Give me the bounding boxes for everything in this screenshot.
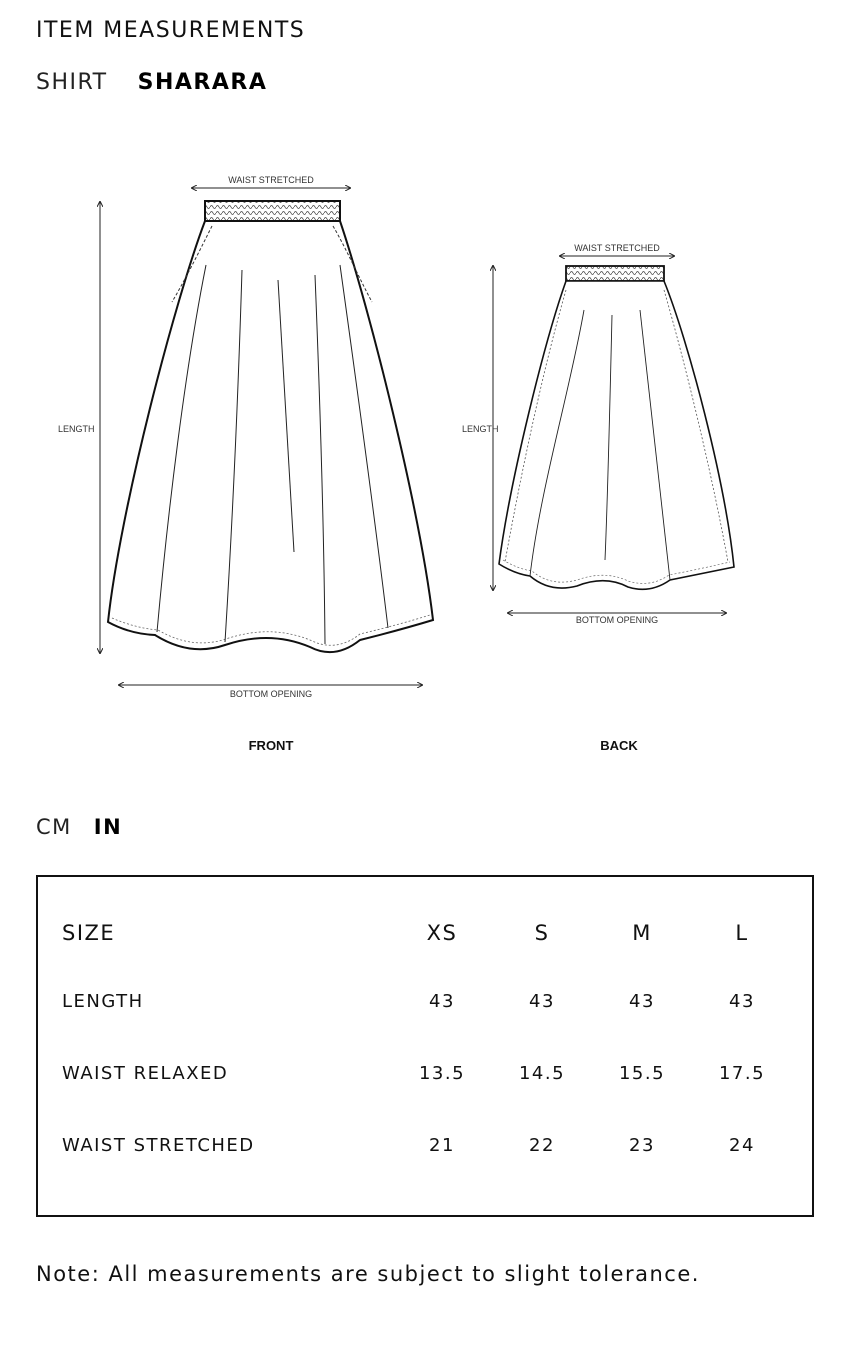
row-label-waist-relaxed: WAIST RELAXED (62, 1062, 229, 1084)
header-l: L (735, 921, 749, 945)
front-waist-stretched-label: WAIST STRETCHED (228, 175, 314, 185)
front-bottom-opening-label: BOTTOM OPENING (229, 689, 313, 699)
table-cell: 15.5 (618, 1062, 666, 1084)
header-size: SIZE (62, 921, 116, 945)
measurement-diagram (0, 150, 854, 770)
row-label-length: LENGTH (62, 990, 144, 1012)
header-m: M (632, 921, 652, 945)
front-length-label: LENGTH (58, 424, 95, 434)
unit-cm-button[interactable]: CM (36, 815, 72, 839)
table-cell: 13.5 (418, 1062, 466, 1084)
table-cell: 43 (629, 990, 655, 1012)
table-cell: 21 (429, 1134, 455, 1156)
header-xs: XS (426, 921, 458, 945)
tab-sharara[interactable]: SHARARA (137, 70, 268, 95)
table-cell: 43 (429, 990, 455, 1012)
page-title: ITEM MEASUREMENTS (36, 18, 306, 43)
table-cell: 14.5 (518, 1062, 566, 1084)
table-cell: 24 (729, 1134, 755, 1156)
header-s: S (534, 921, 550, 945)
table-cell: 43 (729, 990, 755, 1012)
table-cell: 43 (529, 990, 555, 1012)
tab-shirt[interactable]: SHIRT (36, 70, 108, 95)
table-row (62, 965, 792, 1037)
unit-in-button[interactable]: IN (93, 815, 123, 839)
unit-toggle (36, 815, 122, 839)
front-skirt-drawing (58, 175, 433, 753)
size-chart (36, 875, 814, 1217)
back-caption: BACK (600, 738, 638, 753)
table-cell: 17.5 (718, 1062, 766, 1084)
row-label-waist-stretched: WAIST STRETCHED (62, 1134, 255, 1156)
table-cell: 23 (629, 1134, 655, 1156)
table-row (62, 1109, 792, 1181)
table-row (62, 1037, 792, 1109)
back-bottom-opening-label: BOTTOM OPENING (575, 615, 659, 625)
table-cell: 22 (529, 1134, 555, 1156)
size-table (62, 901, 792, 1181)
back-length-label: LENGTH (462, 424, 499, 434)
table-header-row (62, 901, 792, 965)
front-caption: FRONT (248, 738, 294, 753)
tolerance-note: Note: All measurements are subject to slight tolerance. (36, 1262, 700, 1286)
garment-tabs (36, 70, 267, 95)
back-skirt-drawing (462, 243, 734, 753)
back-waist-stretched-label: WAIST STRETCHED (574, 243, 660, 253)
